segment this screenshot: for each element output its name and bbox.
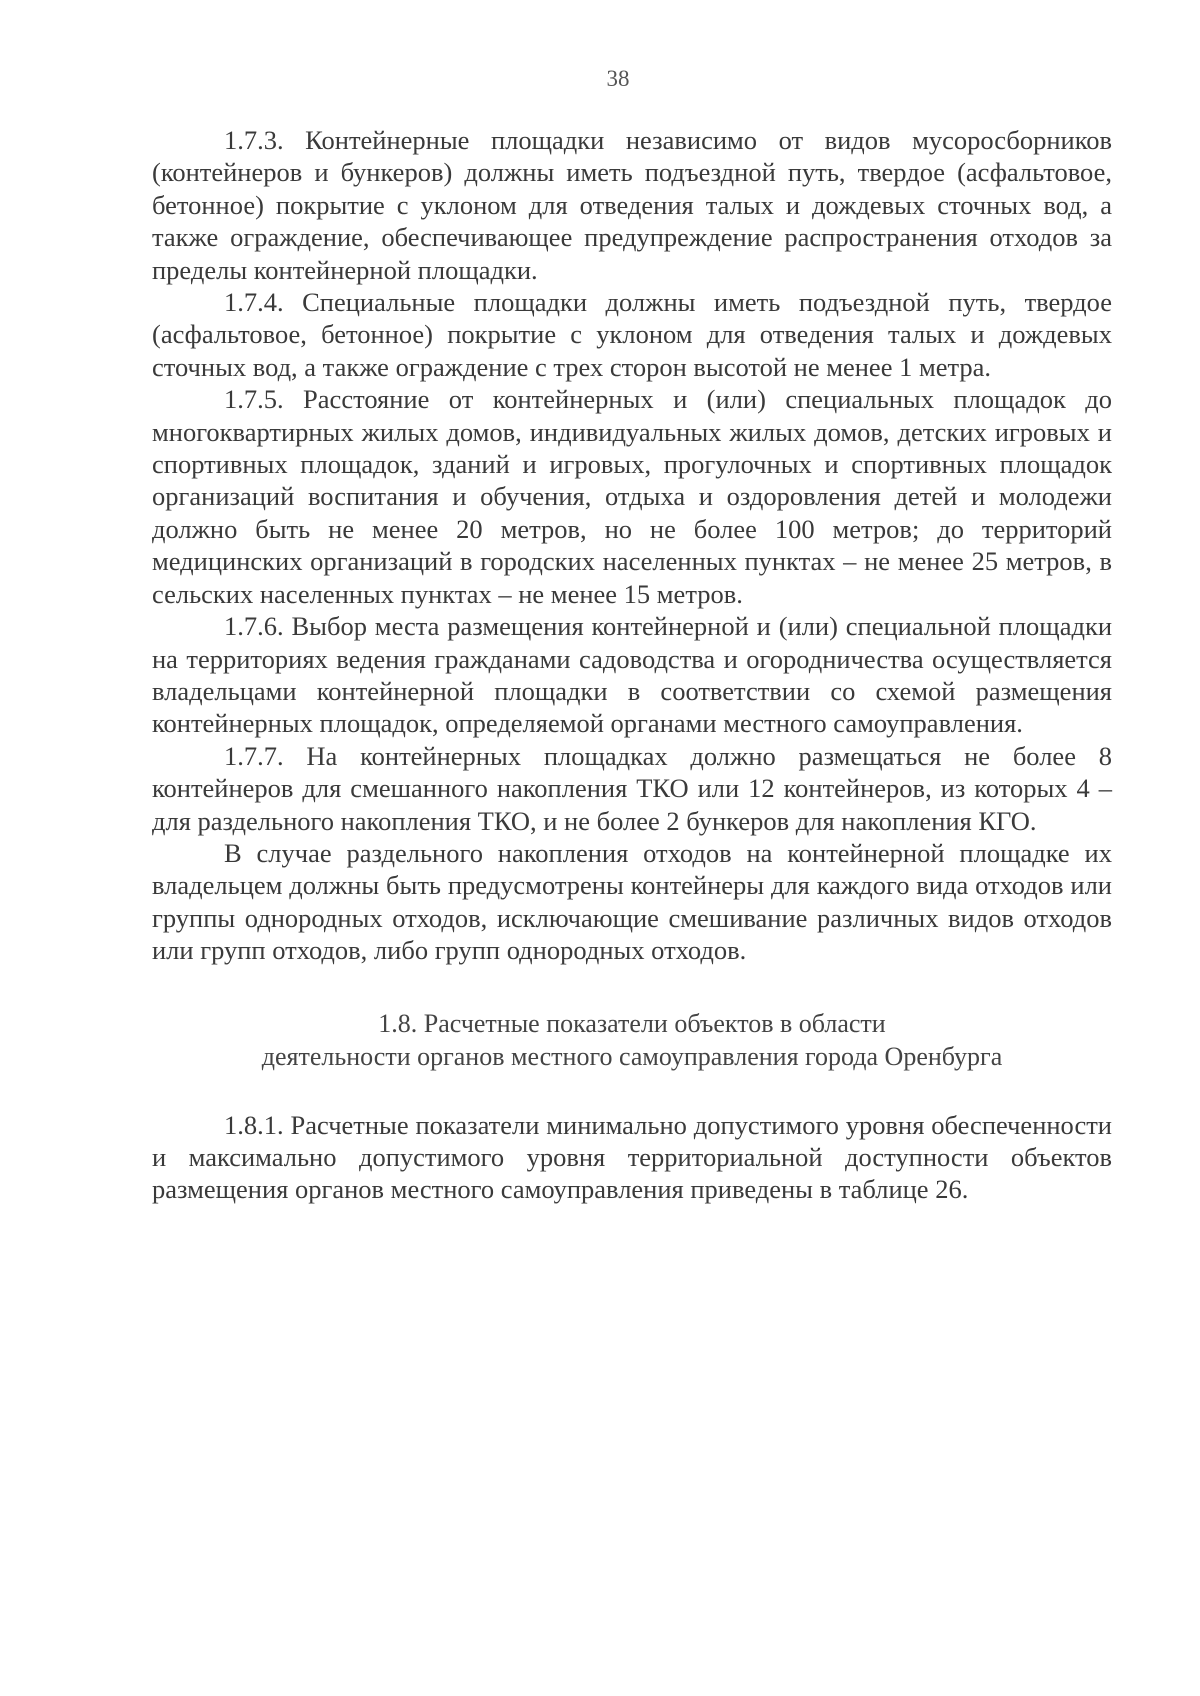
document-body: [152, 124, 1112, 1206]
paragraph-1-7-6: 1.7.6. Выбор места размещения контейнерной и (или) специальной площадки на территориях ведения гражданами садоводства и огородничества осуществляется владельцами контейнерной площадки в соответствии со схемой размещения контейнерных площадок, определяемой органами местного самоуправления.: [152, 611, 1112, 739]
section-heading-line-2: деятельности органов местного самоуправления города Оренбурга: [261, 1041, 1003, 1071]
section-heading-1-8: [152, 1007, 1112, 1073]
paragraph-separate-collection: В случае раздельного накопления отходов на контейнерной площадке их владельцем должны быть предусмотрены контейнеры для каждого вида отходов или группы однородных отходов, исключающие смешивание различных видов отходов или групп отходов, либо групп однородных отходов.: [152, 837, 1112, 966]
page-number: 38: [606, 66, 630, 91]
paragraph-1-8-1: 1.8.1. Расчетные показатели минимально допустимого уровня обеспеченности и максимально допустимого уровня территориальной доступности объектов размещения органов местного самоуправления приведены в таблице 26.: [152, 1109, 1112, 1205]
paragraph-1-7-7: 1.7.7. На контейнерных площадках должно размещаться не более 8 контейнеров для смешанного накопления ТКО или 12 контейнеров, из которых 4 – для раздельного накопления ТКО, и не более 2 бункеров для накопления КГО.: [152, 740, 1112, 836]
paragraph-1-7-4: 1.7.4. Специальные площадки должны иметь подъездной путь, твердое (асфальтовое, бетонное) покрытие с уклоном для отведения талых и дождевых сточных вод, а также ограждение с трех сторон высотой не менее 1 метра.: [152, 287, 1112, 382]
paragraph-1-7-3: 1.7.3. Контейнерные площадки независимо от видов мусоросборников (контейнеров и бункеров) должны иметь подъездной путь, твердое (асфальтовое, бетонное) покрытие с уклоном для отведения талых и дождевых сточных вод, а также ограждение, обеспечивающее предупреждение распространения отходов за пределы контейнерной площадки.: [152, 125, 1112, 285]
section-heading-line-1: 1.8. Расчетные показатели объектов в области: [378, 1008, 886, 1038]
paragraph-1-7-5: 1.7.5. Расстояние от контейнерных и (или) специальных площадок до многоквартирных жилых домов, индивидуальных жилых домов, детских игровых и спортивных площадок, зданий и игровых, прогулочных и спортивных площадок организаций воспитания и обучения, отдыха и оздоровления детей и молодежи должно быть не менее 20 метров, но не более 100 метров; до территорий медицинских организаций в городских населенных пунктах – не менее 25 метров, в сельских населенных пунктах – не менее 15 метров.: [152, 384, 1112, 609]
